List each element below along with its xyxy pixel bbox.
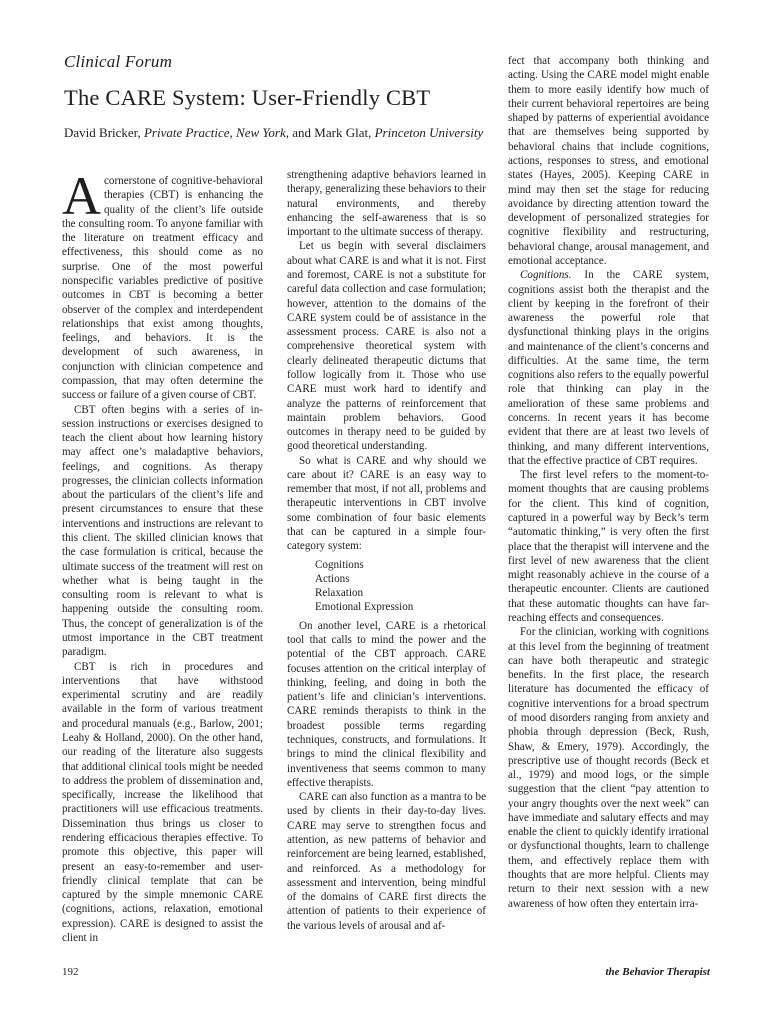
paragraph — [508, 268, 709, 468]
paragraph: The first level refers to the moment-to-moment thoughts that are causing problems for the client. This kind of cognition, captured in a powerful way by Beck’s term “automatic thinking,” is very often the first place that the therapist will intervene and the first level of new awareness that the client might reasonably achieve in the course of a therapeutic encounter. Clients are cautioned that these automatic thoughts can have far-reaching effects and consequences. — [508, 469, 709, 624]
paragraph: strengthening adaptive behaviors learned in therapy, generalizing these behaviors to their natural environments, and thereby enhancing the self-awareness that is so important to the ultimate success of therapy. — [287, 169, 486, 239]
care-elements-list — [315, 558, 486, 615]
column-2 — [287, 168, 486, 933]
author-connector: , and Mark Glat, — [285, 125, 372, 140]
column-1 — [62, 166, 263, 945]
paragraph: CBT often begins with a series of in-session instructions or exercises designed to teach the client about how learning history may affect one’s maladaptive behaviors, feelings, and cognitions. As therapy progresses, the clinician collects information about the particulars of the client’s life and present circumstances to ensure that these interventions and instructions are relevant to this client. The skilled clinician knows that the case formulation is critical, because the ultimate success of the treatment will rest on whether what is being taught in the consulting room is relevant to what is happening outside the consulting room. Thus, the concept of generalization is of the utmost importance in the CBT treatment paradigm. — [62, 403, 263, 659]
paragraph: fect that accompany both thinking and acting. Using the CARE model might enable them to more easily identify how much of their current behavioral repertoires are being shaped by patterns of experiential avoidance that are themselves being supported by behavioral chains that include cognitions, actions, responses to stress, and emotional states (Hayes, 2005). Keeping CARE in mind may then set the stage for reducing avoidance by directing attention toward the development of personalized strategies for cognitive flexibility and restructuring, behavioral change, arousal management, and emotional acceptance. — [508, 55, 709, 267]
author-1: David Bricker, — [64, 125, 141, 140]
paragraph-text: In the CARE system, cognitions assist both the therapist and the client by keeping in the forefront of their awareness the powerful role that dysfunctional thinking plays in the origins and maintenance of the client’s concerns and difficulties. At the same time, the term cognitions also refers to the equally powerful role that thinking can play in the amelioration of these same problems and concerns. In recent years it has become evident that there are at least two levels of thinking, and many different interventions, that the effective practice of CBT requires. — [508, 269, 709, 467]
affiliation-2: Princeton University — [374, 125, 484, 140]
author-line — [64, 125, 483, 141]
affiliation-1: Private Practice, New York — [143, 125, 286, 140]
list-item: Cognitions — [315, 558, 364, 571]
paragraph: On another level, CARE is a rhetorical tool that calls to mind the power and the potential of the CBT approach. CARE focuses attention on the critical interplay of thinking, feeling, and doing in both the patient’s life and clinician’s interventions. CARE reminds therapists to think in the broadest possible terms regarding techniques, constructs, and formulations. It brings to mind the clinical flexibility and inventiveness that seems common to many effective therapists. — [287, 619, 486, 789]
section-heading: Clinical Forum — [64, 52, 173, 71]
journal-name: the Behavior Therapist — [605, 966, 710, 978]
column-3 — [508, 54, 709, 911]
paragraph: For the clinician, working with cognitions at this level from the beginning of treatment can have both therapeutic and strategic benefits. In the first place, the research literature has documented the efficacy of cognitive interventions for a broad spectrum of mood disorders ranging from anxiety and phobia through depression (Beck, Rush, Shaw, & Emery, 1979). Accordingly, the prescriptive use of thought records (Beck et al., 1979) and mood logs, or the simple suggestion that the client “pay attention to your angry thoughts over the next week” can have immediate and salutary effects and may enable the client to quickly identify irrational or dysfunctional thoughts, learn to challenge them, and effectively replace them with thoughts that are more helpful. Clients may return to their next session with a new awareness of how often they entertain irra- — [508, 626, 709, 910]
drop-cap: A — [62, 166, 101, 226]
page-number: 192 — [62, 966, 79, 978]
list-item: Relaxation — [315, 587, 364, 600]
list-item: Actions — [315, 572, 350, 585]
paragraph: CARE can also function as a mantra to be used by clients in their day-to-day lives. CARE may serve to strengthen focus and attention, as new patterns of behavior and reinforcement are being learned, established, and reinforced. As a methodology for assessment and intervention, being mindful of the domains of CARE first directs the attention of patients to their experience of the various levels of arousal and af- — [287, 791, 486, 932]
article-title: The CARE System: User-Friendly CBT — [64, 85, 431, 110]
opening-paragraph — [62, 166, 263, 403]
opening-text: cornerstone of cognitive-behavioral therapies (CBT) is enhancing the quality of the client’s life outside the consulting room. To anyone familiar with the literature on treatment efficacy and effectiveness, this should come as no surprise. One of the most powerful nonspecific variables predictive of positive outcomes in CBT is becoming a better observer of the complex and interdependent relationships that exist among thoughts, feelings, and behaviors. It is the development of such awareness, in conjunction with clinician competence and compassion, that may often determine the success or failure of a given course of CBT. — [62, 175, 263, 402]
subheading-cognitions: Cognitions. — [520, 269, 572, 282]
paragraph: So what is CARE and why should we care about it? CARE is an easy way to remember that most, if not all, problems and therapeutic interventions in CBT involve some combination of four basic elements that can be captured in a simple four-category system: — [287, 454, 486, 553]
paragraph: Let us begin with several disclaimers about what CARE is and what it is not. First and foremost, CARE is not a substitute for careful data collection and case formulation; however, attention to the domains of the CARE system could be of assistance in the assessment process. CARE is also not a comprehensive theoretical system with clearly delineated therapeutic dictums that follow logically from it. Those who use CARE must work hard to identify and analyze the patterns of reinforcement that maintain problem behaviors. Good outcomes in therapy need to be guided by good theoretical understanding. — [287, 240, 486, 453]
paragraph: CBT is rich in procedures and interventions that have withstood experimental scrutiny and are readily available in the form of various treatment and procedural manuals (e.g., Barlow, 2001; Leahy & Holland, 2000). On the other hand, our reading of the literature also suggests that additional clinical tools might be needed to address the problem of dissemination and, specifically, increase the likelihood that practitioners will use efficacious treatments. Dissemination thus brings us closer to rendering efficacious therapies effective. To promote this objective, this paper will present an easy-to-remember and user-friendly clinical template that can be captured by the simple mnemonic CARE (cognitions, actions, relaxation, emotional expression). CARE is designed to assist the client in — [62, 660, 263, 944]
list-item: Emotional Expression — [315, 601, 414, 614]
